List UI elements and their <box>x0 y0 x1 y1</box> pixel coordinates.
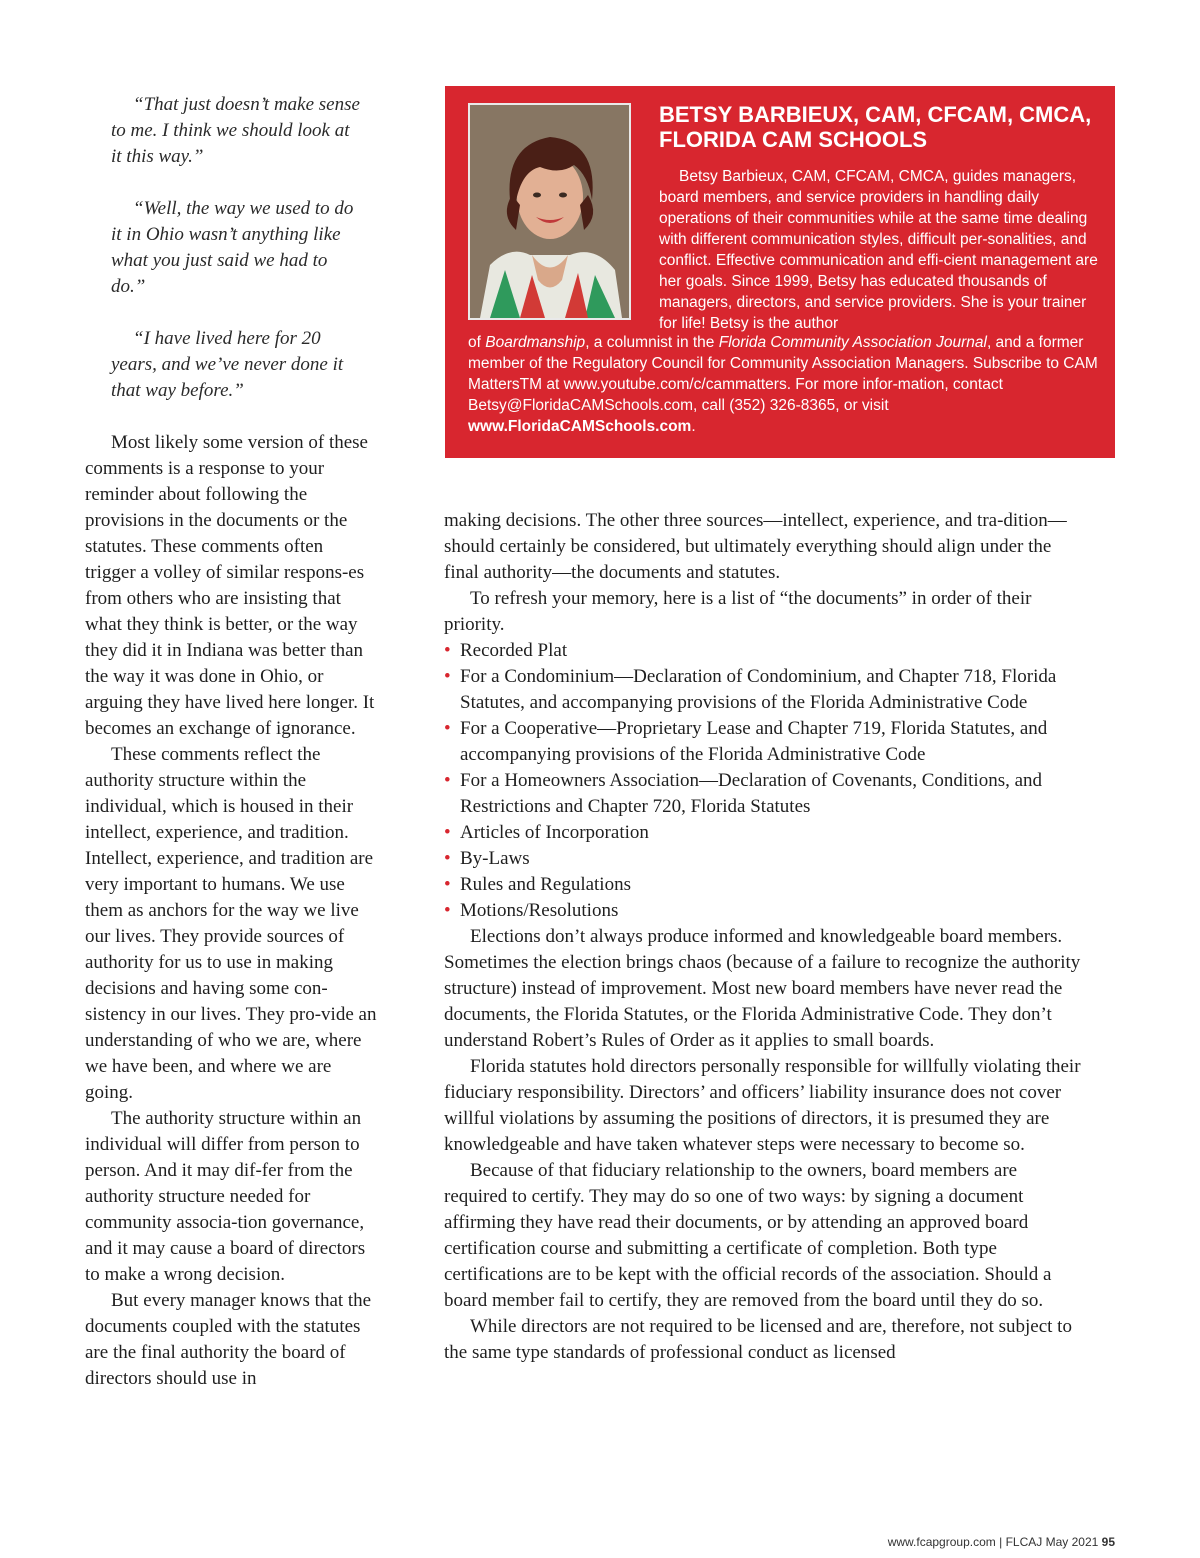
documents-list <box>444 638 1084 924</box>
paragraph: Elections don’t always produce informed and knowledgeable board members. Sometimes the election brings chaos (because of a failure to recognize the authority structure) instead of improvement. Most new board members have never read the documents, the Florida Statutes, or the Florida Administrative Code. They don’t understand Robert’s Rules of Order as it applies to small boards. <box>444 926 1081 1051</box>
page-number: 95 <box>1101 1535 1115 1549</box>
quote: “Well, the way we used to do it in Ohio wasn’t anything like what you just said we had to do.” <box>111 198 354 297</box>
list-item: • For a Homeowners Association—Declaration of Covenants, Conditions, and Restrictions and Chapter 720, Florida Statutes <box>444 770 1043 817</box>
bio-website-link[interactable]: www.FloridaCAMSchools.com <box>468 418 692 435</box>
footer-publication: FLCAJ <box>1005 1535 1043 1549</box>
left-column <box>85 430 377 1392</box>
bullet-icon: • <box>444 640 451 661</box>
paragraph: The authority structure within an individual will differ from person to person. And it may dif-fer from the authority structure needed for community associa-tion governance, and it may cause a board of directors to make a wrong decision. <box>85 1108 366 1285</box>
bullet-icon: • <box>444 666 451 687</box>
bullet-icon: • <box>444 848 451 869</box>
pull-quotes <box>111 92 361 430</box>
paragraph: But every manager knows that the documents coupled with the statutes are the final authority the board of directors should use in <box>85 1290 372 1389</box>
bullet-icon: • <box>444 900 451 921</box>
footer-issue: May 2021 <box>1045 1535 1099 1549</box>
bio-text-lead: Betsy Barbieux, CAM, CFCAM, CMCA, guides managers, board members, and service providers in handling daily operations of their communities while at the same time dealing with different communication styles, difficult per-sonalities, and conflict. Effective communication and effi-cient management are her goals. Since 1999, Betsy has educated thousands of managers, directors, and service providers. She is your trainer for life! Betsy is the author <box>659 168 1098 332</box>
portrait-image <box>470 105 629 318</box>
journal-title: Florida Community Association Journal <box>718 334 987 351</box>
bullet-icon: • <box>444 822 451 843</box>
paragraph: These comments reflect the authority structure within the individual, which is housed in their intellect, experience, and tradition. Intellect, experience, and tradition are very important to humans. We use them as anchors for the way we live our lives. They provide sources of authority for us to use in making decisions and having some con-sistency in our lives. They pro-vide an understanding of who we are, where we have been, and where we are going. <box>85 744 377 1103</box>
author-photo <box>468 103 631 320</box>
list-item: • By-Laws <box>444 846 1084 872</box>
footer-separator: | <box>999 1535 1003 1549</box>
quote: “That just doesn’t make sense to me. I think we should look at it this way.” <box>111 94 360 167</box>
list-item: • Motions/Resolutions <box>444 898 1084 924</box>
list-item: • For a Cooperative—Proprietary Lease and Chapter 719, Florida Statutes, and accompanying provisions of the Florida Administrative Code <box>444 718 1048 765</box>
paragraph: While directors are not required to be licensed and are, therefore, not subject to the same type standards of professional conduct as licensed <box>444 1316 1072 1363</box>
right-column <box>444 508 1084 1366</box>
list-item: • Articles of Incorporation <box>444 820 1084 846</box>
bio-title: BETSY BARBIEUX, CAM, CFCAM, CMCA, FLORIDA CAM SCHOOLS <box>659 102 1092 152</box>
paragraph: To refresh your memory, here is a list of “the documents” in order of their priority. <box>444 588 1032 635</box>
bio-text-top <box>659 166 1099 334</box>
list-item: • Rules and Regulations <box>444 872 1084 898</box>
paragraph: Because of that fiduciary relationship to the owners, board members are required to certify. They may do so one of two ways: by signing a document affirming they have read their documents, or by attending an approved board certification course and submitting a certificate of completion. Both type certifications are to be kept with the official records of the association. Should a board member fail to certify, they are removed from the board until they do so. <box>444 1160 1052 1311</box>
quote: “I have lived here for 20 years, and we’ve never done it that way before.” <box>111 328 344 401</box>
book-title: Boardmanship <box>485 334 586 351</box>
bio-text-bottom: of Boardmanship, a columnist in the Florida Community Association Journal, and a former member of the Regulatory Council for Community Association Managers. Subscribe to CAM MattersTM at www.youtube.com/c/cammatters. For more infor-mation, contact Betsy@FloridaCAMSchools.com, call (352) 326-8365, or visit www.FloridaCAMSchools.com. <box>468 334 1098 435</box>
paragraph: Most likely some version of these comments is a response to your reminder about following the provisions in the documents or the statutes. These comments often trigger a volley of similar respons-es from others who are insisting that what they think is better, or the way they did it in Indiana was better than the way it was done in Ohio, or arguing they have lived here longer. It becomes an exchange of ignorance. <box>85 432 375 739</box>
page-footer <box>888 1535 1115 1549</box>
paragraph: making decisions. The other three sources—intellect, experience, and tra-dition—should certainly be considered, but ultimately everything should align under the final authority—the documents and statutes. <box>444 510 1067 583</box>
bullet-icon: • <box>444 874 451 895</box>
paragraph: Florida statutes hold directors personally responsible for willfully violating their fiduciary responsibility. Directors’ and officers’ liability insurance does not cover willful violations by assuming the positions of directors, it is presumed they are knowledgeable and have taken whatever steps were necessary to become so. <box>444 1056 1081 1155</box>
list-item: • For a Condominium—Declaration of Condominium, and Chapter 718, Florida Statutes, and accompanying provisions of the Florida Administrative Code <box>444 666 1057 713</box>
bullet-icon: • <box>444 718 451 739</box>
bullet-icon: • <box>444 770 451 791</box>
footer-website[interactable]: www.fcapgroup.com <box>887 1535 996 1549</box>
author-bio-box <box>445 86 1115 458</box>
list-item: • Recorded Plat <box>444 638 1084 664</box>
